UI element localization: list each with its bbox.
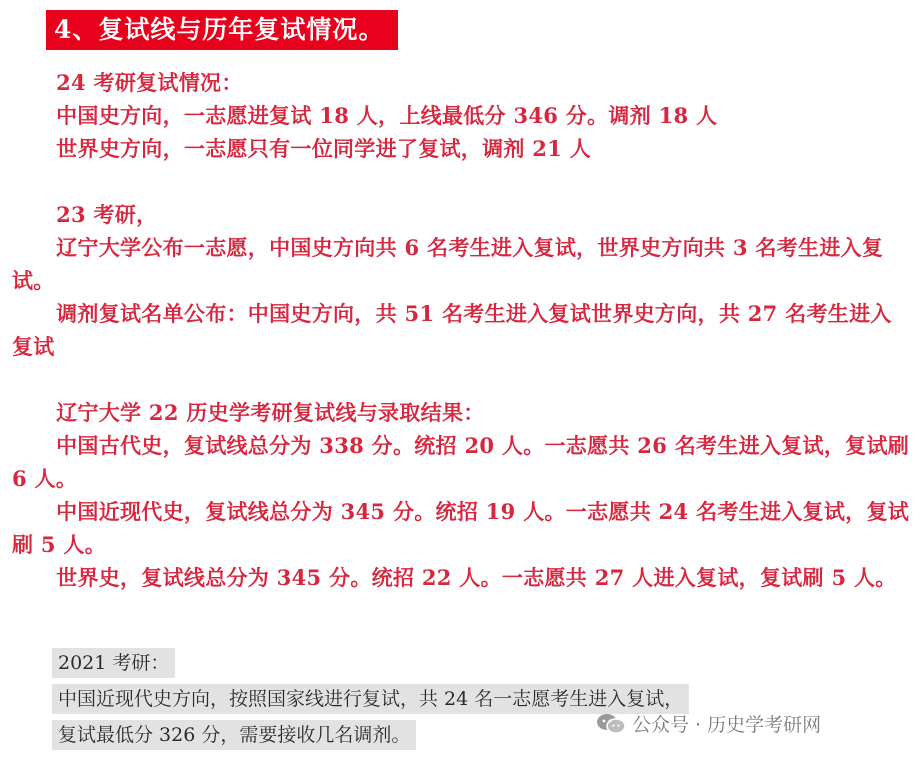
paragraph-24-china: 中国史方向，一志愿进复试 18 人，上线最低分 346 分。调剂 18 人: [56, 103, 718, 128]
gray-line-1: 中国近现代史方向，按照国家线进行复试，共 24 名一志愿考生进入复试，: [52, 684, 689, 714]
paragraph-23-first-choice: 辽宁大学公布一志愿，中国史方向共 6 名考生进入复试，世界史方向共 3 名考生进入复试。: [12, 235, 884, 293]
wechat-icon: [596, 712, 626, 736]
gray-title: 2021 考研：: [52, 648, 175, 678]
red-text-block: [12, 66, 912, 594]
watermark: [596, 710, 821, 737]
gray-line-2: 复试最低分 326 分，需要接收几名调剂。: [52, 720, 416, 750]
section-heading: 4、复试线与历年复试情况。: [46, 10, 398, 50]
watermark-text: 公众号 · 历史学考研网: [632, 714, 822, 736]
paragraph-22-modern: 中国近现代史，复试线总分为 345 分。统招 19 人。一志愿共 24 名考生进入复试，复试刷 5 人。: [12, 499, 910, 557]
paragraph-23-title: 23 考研，: [56, 202, 158, 227]
gray-text-block: [52, 648, 689, 756]
paragraph-22-ancient: 中国古代史，复试线总分为 338 分。统招 20 人。一志愿共 26 名考生进入复试，复试刷 6 人。: [12, 433, 910, 491]
paragraph-24-title: 24 考研复试情况：: [56, 70, 243, 95]
paragraph-22-world: 世界史，复试线总分为 345 分。统招 22 人。一志愿共 27 人进入复试，复试刷 5 人。: [56, 565, 897, 590]
paragraph-23-transfer: 调剂复试名单公布：中国史方向，共 51 名考生进入复试世界史方向，共 27 名考生进入复试: [12, 301, 892, 359]
paragraph-24-world: 世界史方向，一志愿只有一位同学进了复试，调剂 21 人: [56, 136, 592, 161]
paragraph-22-title: 辽宁大学 22 历史学考研复试线与录取结果：: [56, 400, 485, 425]
